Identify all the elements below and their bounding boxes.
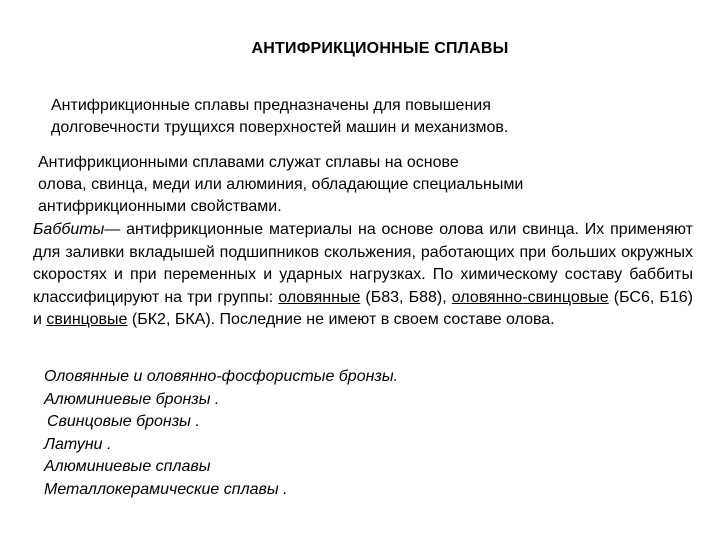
list-item: Алюминиевые бронзы .	[44, 390, 220, 408]
alloy-list	[44, 366, 684, 502]
babbit-paragraph	[33, 219, 693, 332]
lead-line: олова, свинца, меди или алюминия, обладающие специальными	[38, 176, 524, 193]
list-item: Металлокерамические сплавы .	[44, 480, 288, 498]
list-item: Свинцовые бронзы .	[47, 413, 200, 431]
page-title: АНТИФРИКЦИОННЫЕ СПЛАВЫ	[251, 40, 509, 57]
lead-line: антифрикционными свойствами.	[38, 198, 282, 215]
intro-line: долговечности трущихся поверхностей машин и механизмов.	[51, 119, 509, 136]
babbit-text: (Б83, Б88),	[360, 288, 452, 306]
lead-paragraph	[38, 152, 688, 218]
intro-paragraph	[51, 95, 691, 139]
intro-line: Антифрикционные сплавы предназначены для повышения	[51, 97, 491, 114]
group-lead: свинцовые	[46, 311, 128, 328]
list-item: Оловянные и оловянно-фосфористые бронзы.	[44, 368, 399, 385]
babbit-text: — антифрикционные материалы на основе олова или свинца. Их применяют для заливки вкладышей подшипников скольжения, работающих при больших окружных скоростях и при переменных и ударных нагрузках. По химическому составу баббиты классифицируют на три группы:	[33, 221, 693, 306]
list-item: Латуни .	[44, 435, 112, 453]
lead-line: Антифрикционными сплавами служат сплавы на основе	[38, 154, 459, 171]
list-item: Алюминиевые сплавы	[44, 458, 211, 476]
babbit-term: Баббиты	[33, 221, 105, 238]
group-tin: оловянные	[278, 288, 361, 306]
group-tin-lead: оловянно-свинцовые	[451, 288, 609, 306]
babbit-text: (БК2, БКА). Последние не имеют в своем составе олова.	[127, 311, 555, 328]
babbit-text: (БС6, Б16) и	[33, 288, 693, 328]
